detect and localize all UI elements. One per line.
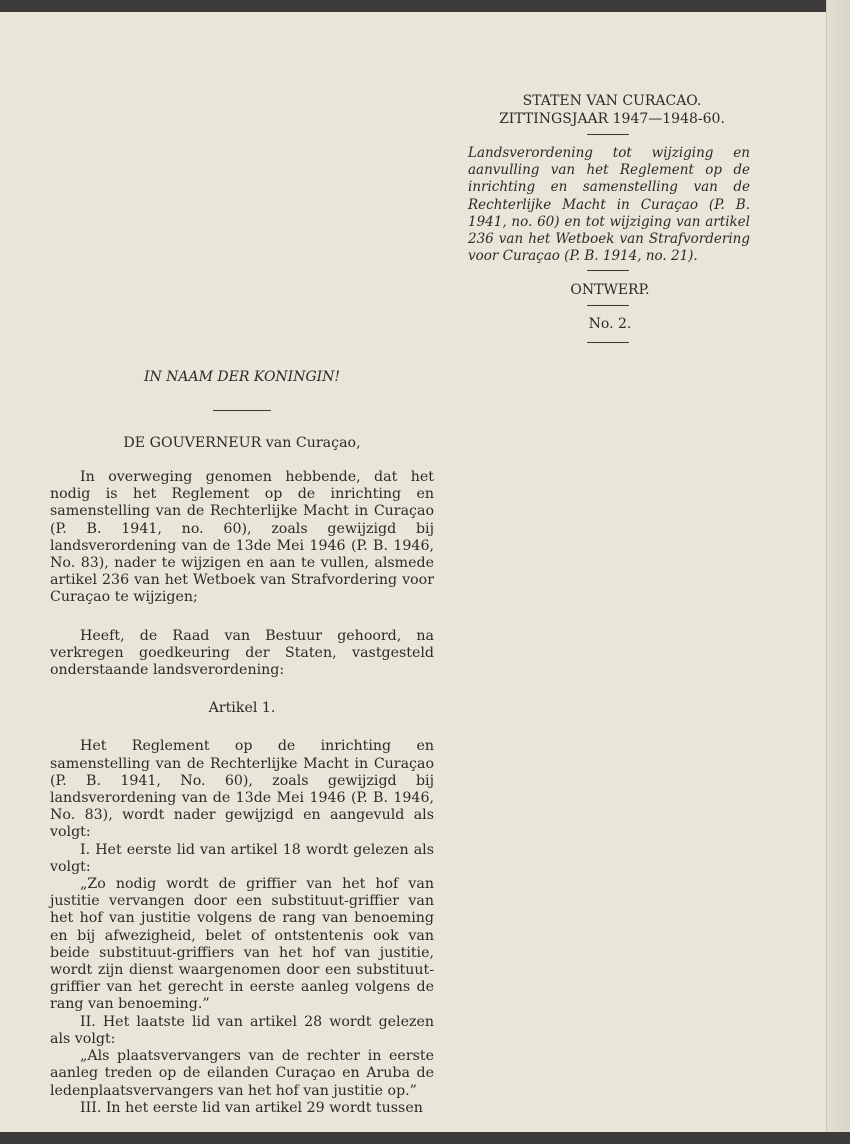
scan-page-edge <box>826 0 850 1144</box>
paragraph-heeft: Heeft, de Raad van Bestuur gehoord, na verkregen goedkeuring der Staten, vastgesteld onderstaande landsverordening: <box>50 627 434 679</box>
number-divider <box>587 342 629 343</box>
article-intro: Het Reglement op de inrichting en samenstelling van de Rechterlijke Macht in Curaçao (P. B. 1941, No. 60), zoals gewijzigd bij landsverordening van de 13de Mei 1946 (P. B. 1946, No. 83), wordt nader gewijzigd en aangevuld als volgt: <box>50 738 434 841</box>
article-item-1-quote: „Zo nodig wordt de griffier van het hof van justitie vervangen door een substituut-griffier van het hof van justitie volgens de rang van benoeming en bij afwezigheid, belet of ontstentenis ook van beide substituut-griffiers van het hof van justitie, wordt zijn dienst waargenomen door een substituut-griffier van het gerecht in eerste aanleg volgens de rang van benoeming.” <box>50 876 434 1013</box>
invocation-divider <box>213 410 271 411</box>
header-divider <box>587 134 629 135</box>
header-line-2: ZITTINGSJAAR 1947—1948-60. <box>499 111 725 127</box>
document-number: No. 2. <box>588 316 632 332</box>
document-header <box>462 92 762 128</box>
ontwerp-divider <box>587 305 629 306</box>
article-item-1: I. Het eerste lid van artikel 18 wordt gelezen als volgt: <box>50 841 434 875</box>
subject-divider <box>587 270 629 271</box>
invocation: IN NAAM DER KONINGIN! <box>143 369 341 385</box>
governor-line: DE GOUVERNEUR van Curaçao, <box>123 435 361 451</box>
article-item-2-quote: „Als plaatsvervangers van de rechter in eerste aanleg treden op de eilanden Curaçao en Aruba de ledenplaatsvervangers van het hof van justitie op.” <box>50 1048 434 1099</box>
body-text <box>50 469 434 1117</box>
scan-top-border <box>0 0 850 12</box>
paragraph-overweging: In overweging genomen hebbende, dat het nodig is het Reglement op de inrichting en samenstelling van de Rechterlijke Macht in Curaçao (P. B. 1941, no. 60), zoals gewijzigd bij landsverordening van de 13de Mei 1946 (P. B. 1946, No. 83), nader te wijzigen en aan te vullen, alsmede artikel 236 van het Wetboek van Strafvordering voor Curaçao te wijzigen; <box>50 469 434 606</box>
article-item-3: III. In het eerste lid van artikel 29 wordt tussen <box>80 1099 423 1116</box>
subject-text: Landsverordening tot wijziging en aanvulling van het Reglement op de inrichting en samenstelling van de Rechterlijke Macht in Curaçao (P. B. 1941, no. 60) en tot wijziging van artikel 236 van het Wetboek van Strafvordering voor Curaçao (P. B. 1914, no. 21). <box>468 145 750 265</box>
article-title: Artikel 1. <box>208 700 276 717</box>
header-line-1: STATEN VAN CURACAO. <box>522 93 702 109</box>
article-item-2: II. Het laatste lid van artikel 28 wordt gelezen als volgt: <box>50 1013 434 1047</box>
scan-bottom-border <box>0 1132 850 1144</box>
ontwerp-label: ONTWERP. <box>570 282 650 298</box>
